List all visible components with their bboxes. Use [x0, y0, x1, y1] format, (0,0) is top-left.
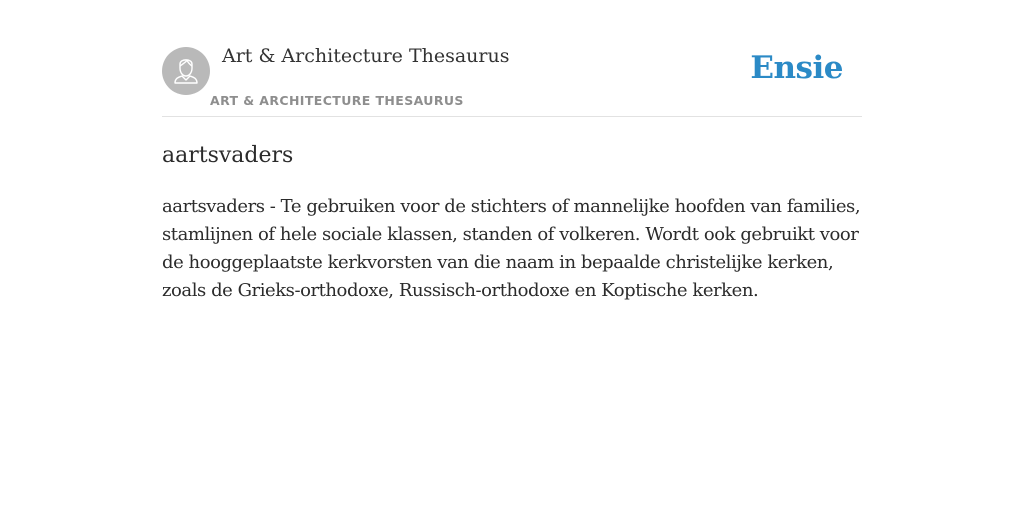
source-subtitle[interactable]: ART & ARCHITECTURE THESAURUS	[210, 93, 464, 108]
avatar[interactable]	[162, 47, 210, 95]
page	[162, 0, 862, 305]
entry-term: aartsvaders	[162, 143, 294, 168]
entry-header	[162, 0, 862, 117]
entry-definition: aartsvaders - Te gebruiken voor de stichters of mannelijke hoofden van families, stamlijnen of hele sociale klassen, standen of volkeren. Wordt ook gebruikt voor de hooggeplaatste kerkvorsten van die naam in bepaalde christelijke kerken, zoals de Grieks-orthodoxe, Russisch-orthodoxe en Koptische kerken.	[162, 196, 861, 301]
source-title[interactable]: Art & Architecture Thesaurus	[222, 45, 510, 67]
brand-logo-link[interactable]: Ensie	[750, 50, 843, 86]
user-silhouette-icon	[162, 47, 210, 95]
